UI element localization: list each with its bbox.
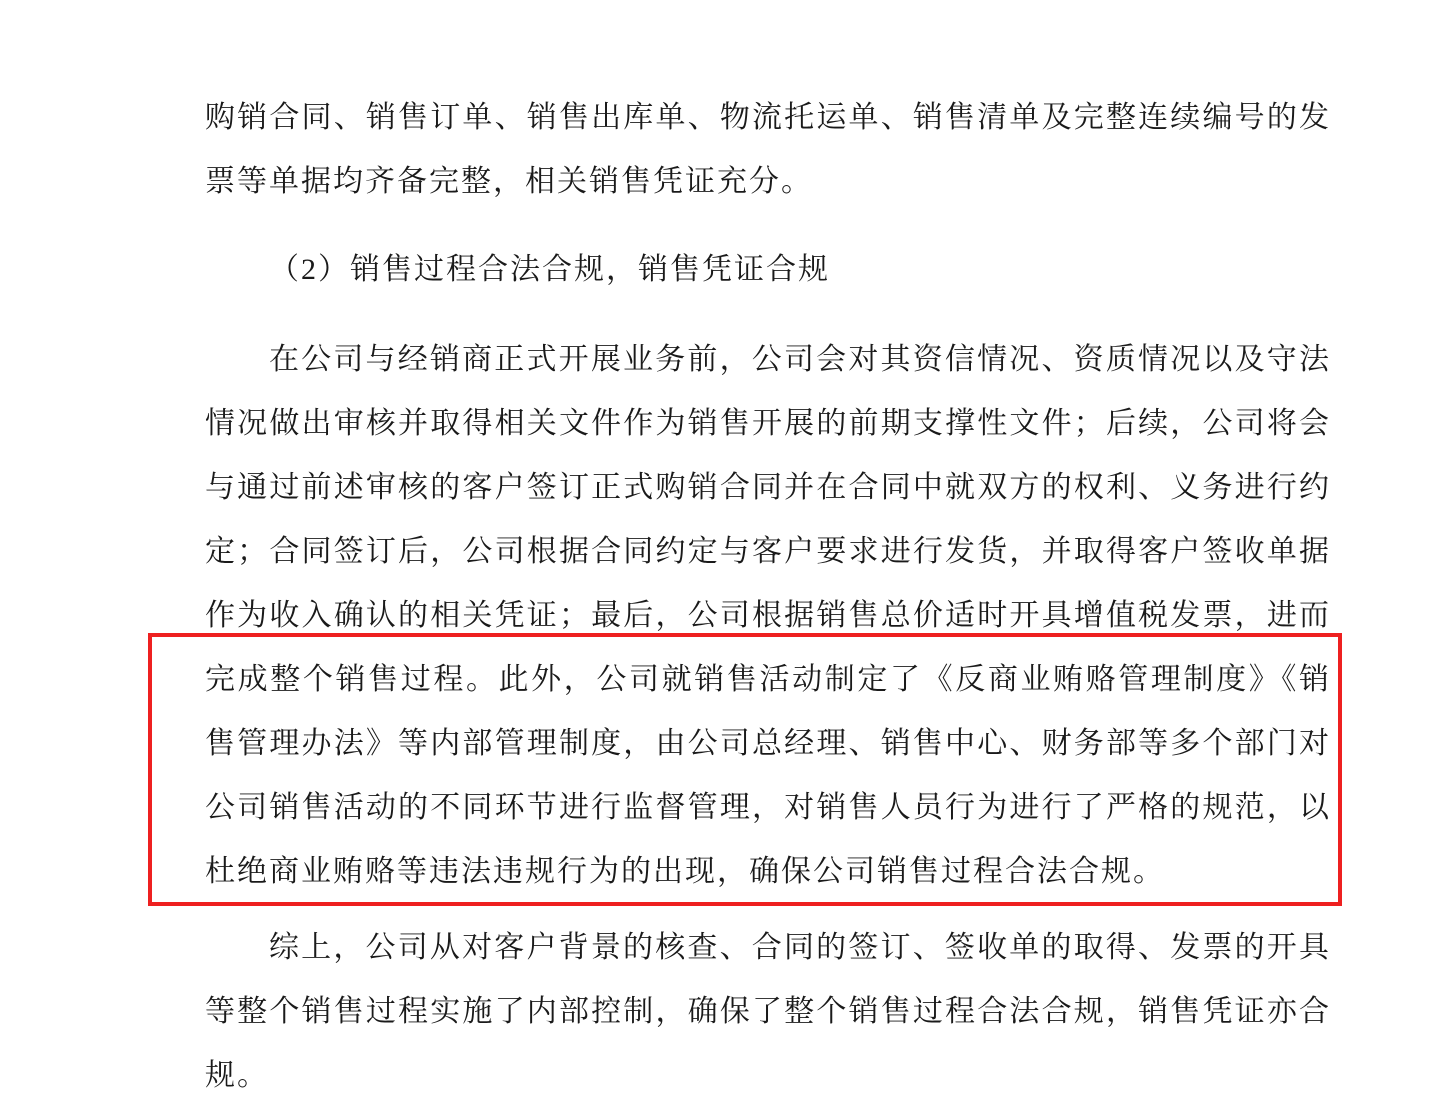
text-line: 与通过前述审核的客户签订正式购销合同并在合同中就双方的权利、义务进行约 [205,471,1331,504]
text-line: 定；合同签订后，公司根据合同约定与客户要求进行发货，并取得客户签收单据 [205,535,1331,568]
highlight-annotation-box [148,633,1342,906]
text-line: 购销合同、销售订单、销售出库单、物流托运单、销售清单及完整连续编号的发 [205,101,1331,134]
text-line: 综上，公司从对客户背景的核查、合同的签订、签收单的取得、发票的开具 [269,931,1331,964]
text-line: 规。 [205,1059,269,1092]
text-line: 票等单据均齐备完整，相关销售凭证充分。 [205,165,813,198]
heading-line: （2）销售过程合法合规，销售凭证合规 [269,253,830,286]
text-line: 情况做出审核并取得相关文件作为销售开展的前期支撑性文件；后续，公司将会 [205,407,1331,440]
paragraph-summary [205,916,1331,1108]
text-line: 在公司与经销商正式开展业务前，公司会对其资信情况、资质情况以及守法 [269,343,1331,376]
text-line: 售管理办法》等内部管理制度，由公司总经理、销售中心、财务部等多个部门对 [205,727,1331,760]
text-line: 等整个销售过程实施了内部控制，确保了整个销售过程合法合规，销售凭证亦合 [205,995,1331,1028]
paragraph-sales-vouchers [205,86,1331,214]
section-heading [205,238,1331,302]
text-line: 完成整个销售过程。此外，公司就销售活动制定了《反商业贿赂管理制度》《销 [205,663,1331,696]
text-line: 杜绝商业贿赂等违法违规行为的出现，确保公司销售过程合法合规。 [205,855,1165,888]
text-line: 作为收入确认的相关凭证；最后，公司根据销售总价适时开具增值税发票，进而 [205,599,1331,632]
text-line: 公司销售活动的不同环节进行监督管理，对销售人员行为进行了严格的规范，以 [205,791,1331,824]
